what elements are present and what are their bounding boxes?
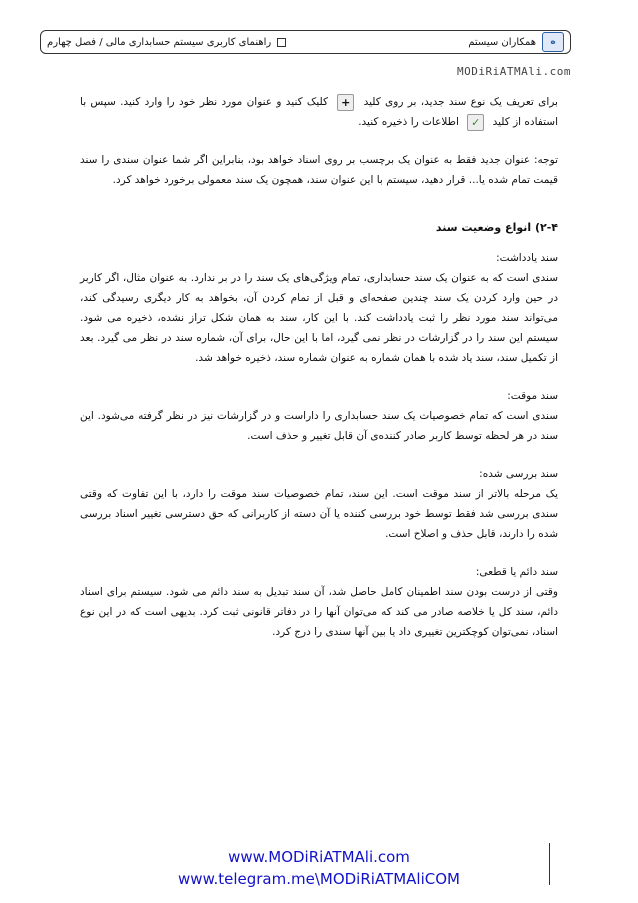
site-url: MODiRiATMAli.com: [457, 65, 571, 78]
status-permanent-text: وقتی از درست بودن سند اطمینان کامل حاصل شد، آن سند تبدیل به سند دائم می شود. سیستم برای اسناد دائم، سند کل یا خلاصه صادر می کند که می‌توان آنها را در دفاتر قانونی ثبت کرد. بدیهی است که در این نوع اسناد، نمی‌توان کوچکترین تغییری داد یا بین آنها سندی را درج کرد.: [80, 586, 558, 638]
status-reviewed-text: یک مرحله بالاتر از سند موقت است. این سند، تمام خصوصیات سند موقت را دارد، با این تفاوت که وقتی سندی بررسی شد فقط توسط خود بررسی کننده یا آن دسته از کاربرانی که حق دسترسی تغییر اسناد بررسی شده را دارند، قابل حذف و اصلاح است.: [80, 488, 558, 540]
header-chapter-text: راهنمای کاربری سیستم حسابداری مالی / فصل چهارم: [47, 36, 272, 48]
document-body: [80, 92, 558, 642]
paragraph-new-doc-type: برای تعریف یک نوع سند جدید، بر روی کلید + کلیک کنید و عنوان مورد نظر خود را وارد کنید. سپس با استفاده از کلید ✓ اطلاعات را ذخیره کنید.: [80, 95, 558, 129]
save-check-icon: ✓: [467, 114, 484, 131]
status-permanent-title: سند دائم یا قطعی:: [475, 566, 558, 578]
status-temporary-text: سندی است که تمام خصوصیات یک سند حسابداری را داراست و در گزارشات نیز در نظر گرفته می‌شود. این سند در هر لحظه توسط کاربر صادر کننده‌ی آن قابل تغییر و حذف است.: [80, 410, 558, 442]
status-reviewed-title: سند بررسی شده:: [479, 468, 558, 480]
status-draft-title: سند یادداشت:: [496, 252, 558, 264]
footer-telegram-link[interactable]: www.telegram.me\MODiRiATMAliCOM: [178, 870, 460, 888]
footer-website-link[interactable]: www.MODiRiATMAli.com: [228, 848, 410, 866]
status-temporary-title: سند موقت:: [507, 390, 558, 402]
company-logo-icon: ه: [542, 32, 564, 52]
page-header: [40, 30, 571, 54]
header-brand: [468, 32, 564, 52]
header-brand-text: همکاران سیستم: [468, 36, 536, 48]
add-plus-icon: +: [337, 94, 354, 111]
status-draft-text: سندی است که به عنوان یک سند حسابداری، تمام ویژگی‌های یک سند را در بر ندارد. به عنوان مثال، اگر کاربر در حین وارد کردن یک سند چندین صفحه‌ای و قبل از تمام کردن آن، بخواهد به کار دیگری رسیدگی کند، می‌تواند سند مورد نظر را ثبت یادداشت کند. با این کار، سند به همان شکل تراز نشده، ذخیره می شود. سیستم این سند را در گزارشات در نظر نمی گیرد، اما با این حال، برای آن، شماره سند در نظر می گیرد. بعد از تکمیل سند، سند یاد شده با همان شماره به عنوان شماره سند، ذخیره خواهد شد.: [80, 272, 558, 364]
section-heading: ۲-۴) انواع وضعیت سند: [435, 221, 558, 234]
square-bullet-icon: [277, 38, 286, 47]
header-chapter: [47, 37, 286, 48]
paragraph-note: توجه: عنوان جدید فقط به عنوان یک برچسب بر روی اسناد خواهد بود، بنابراین اگر شما عنوان سندی را سند قیمت تمام شده یا... قرار دهید، سیستم با این عنوان سند، همچون یک سند معمولی برخورد خواهد کرد.: [80, 154, 558, 186]
